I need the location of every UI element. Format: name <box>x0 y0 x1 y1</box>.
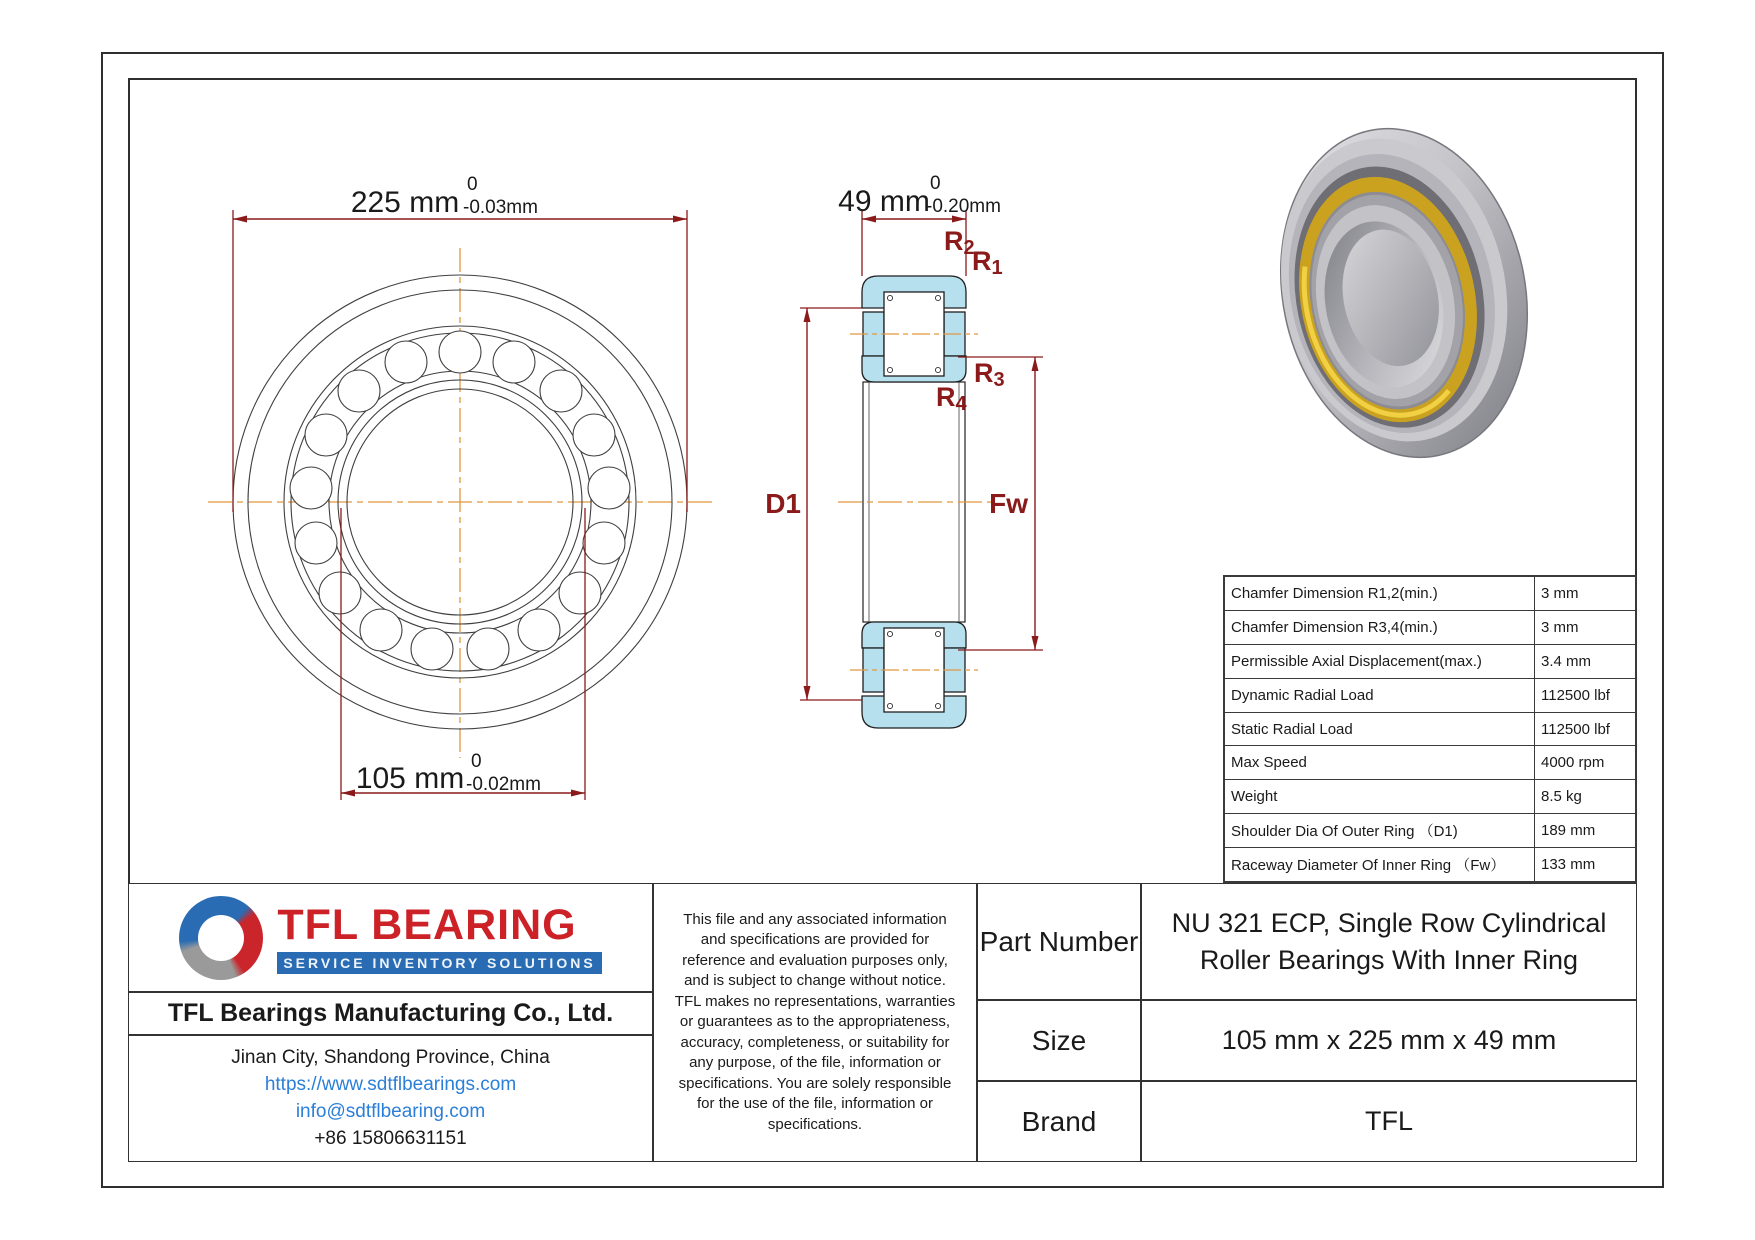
roller <box>290 467 332 509</box>
outer-diameter-tol-lower: -0.03mm <box>463 197 538 218</box>
roller <box>583 522 625 564</box>
spec-label-cell: Raceway Diameter Of Inner Ring （Fw） <box>1225 848 1535 881</box>
roller <box>411 628 453 670</box>
disclaimer-line: This file and any associated information <box>683 910 947 928</box>
roller <box>559 572 601 614</box>
roller <box>518 609 560 651</box>
part-number-label: Part Number <box>979 925 1139 957</box>
address-cell <box>128 1035 653 1162</box>
spec-label-cell: Weight <box>1225 780 1535 813</box>
email-link[interactable]: info@sdtflbearing.com <box>295 1101 486 1122</box>
r3-label: R3 <box>974 358 1005 391</box>
spec-value-cell: 112500 lbf <box>1541 686 1610 704</box>
bearing-3d-render <box>1251 105 1557 480</box>
bore-diameter-tol-upper: 0 <box>471 751 482 772</box>
table-row <box>1225 779 1635 813</box>
table-row <box>1225 847 1635 881</box>
front-view <box>208 248 714 758</box>
spec-label-cell: Static Radial Load <box>1225 713 1535 746</box>
table-row <box>1225 577 1635 610</box>
table-row <box>1225 745 1635 779</box>
section-top <box>862 276 966 382</box>
company-name: TFL Bearings Manufacturing Co., Ltd. <box>167 999 614 1027</box>
size-label: Size <box>1031 1024 1087 1056</box>
roller <box>305 414 347 456</box>
company-name-cell <box>128 992 653 1035</box>
d1-label: D1 <box>765 488 801 519</box>
spec-value-cell: 133 mm <box>1541 856 1596 874</box>
spec-label-cell: Dynamic Radial Load <box>1225 679 1535 712</box>
dimension-fw <box>958 357 1043 650</box>
r2-label: R2 <box>944 226 975 259</box>
table-row <box>1225 813 1635 847</box>
logo-cell <box>128 883 653 992</box>
spec-value-cell: 4000 rpm <box>1541 754 1605 772</box>
disclaimer-line: reference and evaluation purposes only, <box>682 951 948 969</box>
disclaimer-cell <box>653 883 977 1162</box>
bore-diameter-value: 105 mm <box>355 762 465 795</box>
outer-diameter-tol-upper: 0 <box>467 174 478 195</box>
size-value-cell <box>1141 1000 1637 1081</box>
roller <box>588 467 630 509</box>
brand-value-cell <box>1141 1081 1637 1162</box>
outer-diameter-value: 225 mm <box>350 186 460 219</box>
table-row <box>1225 678 1635 712</box>
part-number-value-line1: NU 321 ECP, Single Row Cylindrical <box>1171 907 1607 938</box>
roller <box>439 331 481 373</box>
roller <box>385 341 427 383</box>
part-number-value-line2: Roller Bearings With Inner Ring <box>1199 944 1579 975</box>
brand-value: TFL <box>1364 1106 1413 1136</box>
address-line: Jinan City, Shandong Province, China <box>231 1047 550 1068</box>
disclaimer-line: for the use of the file, information or <box>697 1095 933 1113</box>
width-tol-lower: -0.20mm <box>926 196 1001 217</box>
spec-label-cell: Shoulder Dia Of Outer Ring （D1) <box>1225 814 1535 847</box>
roller <box>467 628 509 670</box>
dimension-d1 <box>765 308 862 700</box>
fw-label: Fw <box>989 488 1028 519</box>
spec-value-cell: 3 mm <box>1541 618 1579 636</box>
width-value: 49 mm <box>838 185 930 218</box>
tfl-logo-icon <box>179 896 263 980</box>
disclaimer-line: specifications. You are solely responsible <box>678 1074 952 1092</box>
spec-label-cell: Max Speed <box>1225 746 1535 779</box>
disclaimer-line: accuracy, completeness, or suitability for <box>680 1033 950 1051</box>
logo-brand-text: TFL BEARING <box>277 901 577 949</box>
roller <box>540 370 582 412</box>
cross-section-view <box>765 173 1043 728</box>
spec-value-cell: 112500 lbf <box>1541 720 1610 738</box>
disclaimer-line: and specifications are provided for <box>700 931 930 949</box>
phone-number: +86 15806631151 <box>314 1128 467 1149</box>
roller <box>295 522 337 564</box>
disclaimer-line: specifications. <box>767 1115 863 1133</box>
roller <box>338 370 380 412</box>
size-label-cell <box>977 1000 1141 1081</box>
spec-value-cell: 8.5 kg <box>1541 788 1582 806</box>
logo-tagline: SERVICE INVENTORY SOLUTIONS <box>277 952 601 974</box>
r4-label: R4 <box>936 382 967 415</box>
website-link[interactable]: https://www.sdtflbearings.com <box>264 1074 517 1095</box>
roller <box>573 414 615 456</box>
spec-label-cell: Chamfer Dimension R3,4(min.) <box>1225 611 1535 644</box>
brand-label: Brand <box>1021 1105 1097 1137</box>
roller <box>493 341 535 383</box>
table-row <box>1225 644 1635 678</box>
part-number-label-cell <box>977 883 1141 1000</box>
brand-label-cell <box>977 1081 1141 1162</box>
spec-table <box>1223 575 1637 883</box>
roller <box>319 572 361 614</box>
width-tol-upper: 0 <box>930 173 941 194</box>
spec-value-cell: 3.4 mm <box>1541 652 1592 670</box>
bore-diameter-tol-lower: -0.02mm <box>466 774 541 795</box>
table-row <box>1225 610 1635 644</box>
disclaimer-line: or guarantees as to the appropriateness, <box>679 1013 951 1031</box>
disclaimer-line: any purpose, of the file, information or <box>689 1054 941 1072</box>
disclaimer-line: TFL makes no representations, warranties <box>674 992 956 1010</box>
spec-value-cell: 189 mm <box>1541 822 1596 840</box>
disclaimer-line: and is subject to change without notice. <box>684 972 946 990</box>
spec-value-cell: 3 mm <box>1541 584 1579 602</box>
roller <box>360 609 402 651</box>
section-bottom <box>862 622 966 728</box>
size-value: 105 mm x 225 mm x 49 mm <box>1221 1025 1557 1055</box>
spec-label-cell: Chamfer Dimension R1,2(min.) <box>1225 577 1535 610</box>
spec-label-cell: Permissible Axial Displacement(max.) <box>1225 645 1535 678</box>
table-row <box>1225 712 1635 746</box>
part-number-value-cell <box>1141 883 1637 1000</box>
r1-label: R1 <box>972 246 1003 279</box>
